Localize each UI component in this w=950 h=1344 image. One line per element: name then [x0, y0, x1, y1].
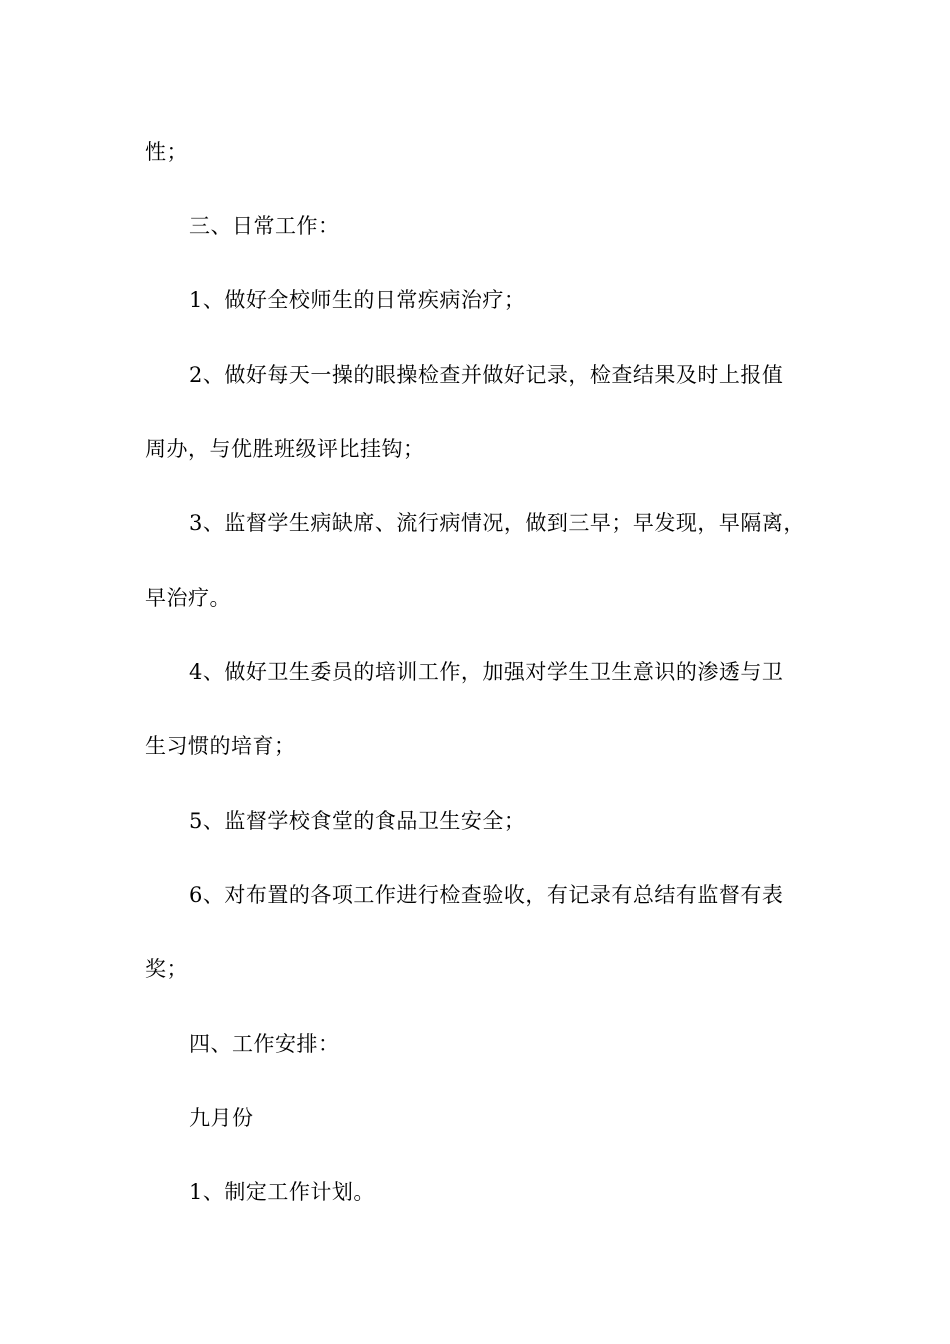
text-line: 奖；: [145, 957, 188, 981]
subsection-heading: 九月份: [189, 1106, 254, 1130]
list-item: 1、制定工作计划。: [189, 1180, 375, 1204]
list-item: 3、监督学生病缺席、流行病情况，做到三早；早发现，早隔离，: [189, 511, 805, 535]
list-item: 6、对布置的各项工作进行检查验收，有记录有总结有监督有表: [189, 883, 784, 907]
text-line: 周办，与优胜班级评比挂钩；: [145, 437, 425, 461]
text-line: 生习惯的培育；: [145, 734, 296, 758]
section-heading: 四、工作安排：: [189, 1032, 340, 1056]
list-item: 4、做好卫生委员的培训工作，加强对学生卫生意识的渗透与卫: [189, 660, 784, 684]
list-item: 2、做好每天一操的眼操检查并做好记录，检查结果及时上报值: [189, 363, 784, 387]
list-item: 5、监督学校食堂的食品卫生安全；: [189, 809, 526, 833]
section-heading: 三、日常工作：: [189, 214, 340, 238]
list-item: 1、做好全校师生的日常疾病治疗；: [189, 288, 526, 312]
text-line: 性；: [145, 140, 188, 164]
text-line: 早治疗。: [145, 586, 231, 610]
